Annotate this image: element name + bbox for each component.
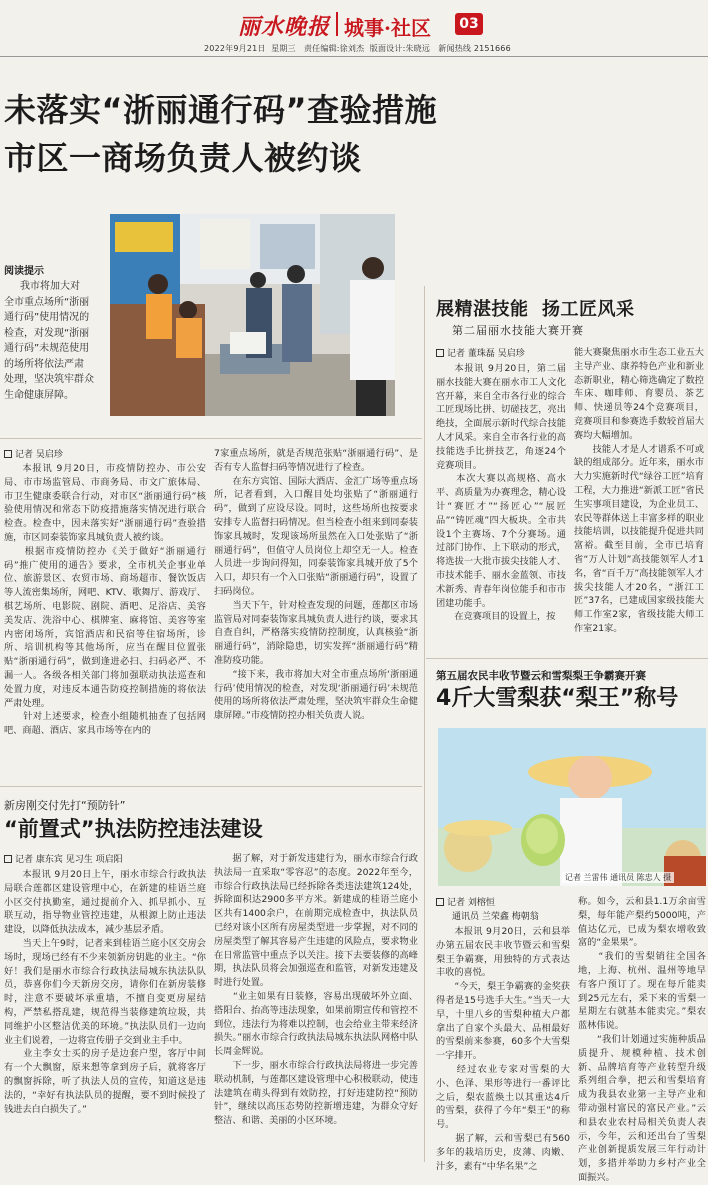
lead-byline [4, 447, 63, 460]
masthead-divider [336, 12, 338, 36]
lead-rule [0, 438, 422, 439]
masthead-meta [204, 43, 511, 54]
skills-byline [436, 346, 525, 359]
byline-marker-icon [436, 898, 444, 906]
byline-marker-icon [4, 450, 12, 458]
page-number-badge: 03 [455, 13, 483, 35]
law-byline [4, 852, 123, 865]
lead-headline-line1: 未落实“浙丽通行码”查验措施 [4, 91, 438, 129]
inspection-photo [110, 214, 395, 416]
lead-body-col1: 本报讯 9月20日，市疫情防控办、市公安局、市市场监管局、市商务局、市文广旅体局、市卫生健康委联合行动，对市区“浙丽通行码”核验使用情况和常态下防疫措施落实情况进行联合检查。检查中，因未落实好“浙丽通行码”查验措施，市区同泰装饰家具城负责人被约谈。 根据市疫情防控办《关于做好“浙丽通行码”推广使用的通告》要求，全市机关企事业单位、旅游景区、农贸市场、商场超市、餐饮饭店等人流密集场所，网吧、KTV、歌舞厅、游戏厅、棋艺场所、电影院、剧院、酒吧、足浴店、美容美发店、洗浴中心、棋牌室、麻将馆、美容等室内密闭场所，宾馆酒店和民宿等住宿场所，诊所、培训机构等其他场所，应当在醒目位置张贴“浙丽通行码”，做到逢进必扫、扫码必严、不漏一人。各级各相关部门将加强联动执法巡查和处置力度，对违反本通告防疫控制措施的将依法严肃处理。 针对上述要求，检查小组随机抽查了包括网吧、商超、酒店、家具市场等在内的 [4, 463, 206, 737]
designer-credit: 版面设计:朱晓远 [369, 44, 431, 53]
issue-date: 2022年9月21日 [204, 44, 266, 53]
lead-byline-text: 记者 吴启珍 [15, 450, 63, 460]
skills-body-col2: 能大赛聚焦丽水市生态工业五大主导产业、康养特色产业和新业态新职业，精心筛选确定了数控车床、咖啡师、育婴员、茶艺师、快递员等24个竞赛项目，竞赛项目和参赛选手数较首届大赛均大幅增加。 技能人才是人才谱系不可或缺的组成部分。近年来，丽水市大力实施新时代“绿谷工匠”培育工程，大力推进“新派工匠”省民生实事项目建设，为企业员工、农民等群体送上丰富多样的职业技能培训，以技能提升促进共同富裕。截至目前，全市已培育省“万人计划”高技能领军人才1名，省“百千万”高技能领军人才拔尖技能人才20名，“浙江工匠”37名，已建成国家级技能大师工作室2家，省级技能大师工作室21家。 [574, 347, 704, 634]
pear-headline: 4斤大雪梨获“梨王”称号 [436, 686, 679, 711]
pear-body-col1: 本报讯 9月20日，云和县举办第五届农民丰收节暨云和雪梨梨王争霸赛，用独特的方式表达丰收的喜悦。 “今天，梨王争霸赛的金奖获得者是15号选手大生。”当天一大早，十里八乡的雪梨种植大户都拿出了自家个头最大、品相最好的雪梨前来参赛，60多个大雪梨一字排开。 经过农业专家对雪梨的大小、色泽、果形等进行一番评比之后，梨农蓝焕土以其重达4斤的雪梨，获得了今年“梨王”的称号。 据了解，云和雪梨已有560多年的栽培历史，皮薄、肉嫩、汁多，素有“中华名果”之 [436, 926, 570, 1172]
pear-body-col2: 称。如今，云和县1.1万余亩雪梨，每年能产梨约5000吨，产值达亿元，已成为梨农增收致富的“金果果”。 “我们的雪梨销往全国各地，上海、杭州、温州等地早有客户预订了。现在每斤能卖到25元左右，采下来的雪梨一星期左右就基本能卖完。”梨农蓝林伟说。 “我们计划通过实施种质品质提升、规模种植、技术创新、品牌培育等产业转型升级系列组合拳，把云和雪梨培育成为我县农业第一主导产业和带动强村富民的富民产业。”云和县农业农村局相关负责人表示，今年，云和还出台了雪梨产业创新提质发展三年行动计划，多措并举助力乡村产业全面振兴。 [578, 896, 706, 1183]
law-rule [0, 786, 422, 787]
pear-byline-1 [436, 895, 495, 908]
issue-weekday: 星期三 [271, 44, 296, 53]
pear-photo-illustration [438, 728, 706, 886]
byline-marker-icon [4, 855, 12, 863]
reading-tip-text: 我市将加大对 全市重点场所“浙丽 通行码”使用情况的 检查，对发现“浙丽 通行码”未规范使用 的场所将依法严肃 处理，坚决筑牢群众 生命健康屏障。 [4, 281, 94, 401]
law-body-col2: 据了解，对于新发违建行为，丽水市综合行政执法局一直采取“零容忍”的态度。2022年至今，市综合行政执法局已经拆除各类违法建筑124处，拆除面积达2900多平方米。新建成的桂语兰庭小区共有1400余户，在前期完成检查中，执法队员已经对该小区所有房屋类型进一步掌握，对不同的房屋类型了解其容易产生违建的风险点，要求物业在日常监管中重点予以关注。接下去要装修的高峰期，执法队员将会加强巡查和监管，对新发违建及时进行处置。 “业主如果有日装修，容易出现破坏外立面、搭阳台、抬高等违法现象，如果前期宣传和管控不到位，违法行为将难以控制，也会给业主带来经济损失。”丽水市综合行政执法局城东执法队网格中队长周金辉说。 下一步，丽水市综合行政执法局将进一步完善联动机制，与莲都区建设管理中心积极联动，使违法建筑在萌头得到有效防控，打好违建防控“预防针”，继续以高压态势防控新增违建，为群众守好整洁、和谐、美丽的小区环境。 [214, 853, 418, 1127]
byline-marker-icon [436, 349, 444, 357]
skills-headline: 展精湛技能 扬工匠风采 [436, 299, 635, 320]
pear-byline-2: 通讯员 兰荣鑫 梅朝翁 [452, 912, 539, 922]
law-body-col1: 本报讯 9月20日上午，丽水市综合行政执法局联合莲都区建设管理中心，在新建的桂语兰庭小区交付执勤室，通过提前介入、抓早抓小、互联互动，指导物业管控违建，从根源上防止违法建设，以降低执法成本，减少基层矛盾。 当天上午9时，记者来到桂语兰庭小区交房会场时，现场已经有不少来领新房钥匙的业主。“你好！我们是丽水市综合行政执法局城东执法队队员，恭喜你们今天新房交房，请你们在新房装修时，注意不要破坏承重墙，不擅自变更房屋结构，严禁私搭乱建，规范得当装修建筑垃圾，共同维护小区整洁优美的环境。”执法队员们一边向业主们说着，一边将宣传册子交到业主手中。 业主李女士买的房子是边套户型，客厅中间有一个大飘窗，原来想等拿到房子后，就将客厅的飘窗拆除，听了执法人员的宣传，知道这是违法的，“幸好有执法队员的提醒，要不到时候投了钱进去白白损失了。” [4, 869, 206, 1115]
lead-body-col2: 7家重点场所，就是否规范张贴“浙丽通行码”、是否有专人监督扫码等情况进行了检查。 在东方宾馆、国际大酒店、金汇广场等重点场所，记者看到，入口醒目处均张贴了“浙丽通行码”，做到了应设尽设。同时，这些场所也按要求安排专人监督扫码情况。但当检查小组来到同泰装饰家具城时，发现该场所虽然在入口处张贴了“浙丽通行码”，但值守人员岗位上却空无一人。检查人员进一步询问得知，同泰装饰家具城开放了5个入口，却只有一个入口张贴“浙丽通行码”，设置了扫码岗位。 当天下午，针对检查发现的问题，莲都区市场监管局对同泰装饰家具城负责人进行约谈，要求其自查自纠，严格落实疫情防控制度，认真核验“浙丽通行码”，消除隐患，切实发挥“浙丽通行码”精准防疫功能。 “接下来，我市将加大对全市重点场所‘浙丽通行码’使用情况的检查，对发现‘浙丽通行码’未规范使用的场所将依法严肃处理，坚决筑牢群众生命健康屏障。”市疫情防控办相关负责人说。 [214, 448, 418, 722]
skills-byline-text: 记者 董珠磊 吴启珍 [447, 349, 525, 359]
law-byline-text: 记者 康东宾 见习生 项启阳 [15, 855, 123, 865]
inspection-photo-illustration [110, 214, 395, 416]
pear-photo-caption: 记者 兰雷伟 通讯员 陈忠人 摄 [562, 872, 674, 883]
section-title: 城事·社区 [344, 16, 431, 40]
law-kicker: 新房刚交付先打“预防针” [4, 799, 126, 812]
skills-body-col1: 本报讯 9月20日，第二届丽水技能大赛在丽水市工人文化宫开幕，来自全市各行业的综合工匠现场比拼、切磋技艺，亮出绝技，全面展示新时代综合技能人才风采。来自全市各行业的高技能选手比拼技艺，角逐24个竞赛项目。 本次大赛以高规格、高水平、高质量为办赛理念，精心设计“赛匠才”“扬匠心”“展匠品”“铸匠魂”四大板块。全市共设1个主赛场、7个分赛场。通过部门协作、上下联动的形式，将选拔一大批市拔尖技能人才、市技术能手、丽水金蓝领、市技术新秀、青春年岗位能手和市市团建功能手。 在竞赛项目的设置上，按 [436, 363, 566, 623]
news-hotline: 新闻热线 2151666 [438, 44, 511, 53]
pear-byline-1-text: 记者 刘榕恒 [447, 898, 495, 908]
masthead-rule [0, 56, 708, 57]
column-divider [424, 286, 425, 1162]
skills-rule [426, 658, 708, 659]
pear-kicker: 第五届农民丰收节暨云和雪梨梨王争霸赛开赛 [436, 670, 646, 682]
editor-credit: 责任编辑:徐刘杰 [303, 44, 365, 53]
pear-photo [438, 728, 706, 886]
reading-tip-label: 阅读提示 [4, 266, 44, 277]
lead-headline-line2: 市区一商场负责人被约谈 [4, 139, 362, 177]
newspaper-logo: 丽水晚报 [238, 14, 331, 40]
law-headline: “前置式”执法防控违法建设 [4, 817, 263, 841]
skills-subheadline: 第二届丽水技能大赛开赛 [452, 324, 584, 337]
